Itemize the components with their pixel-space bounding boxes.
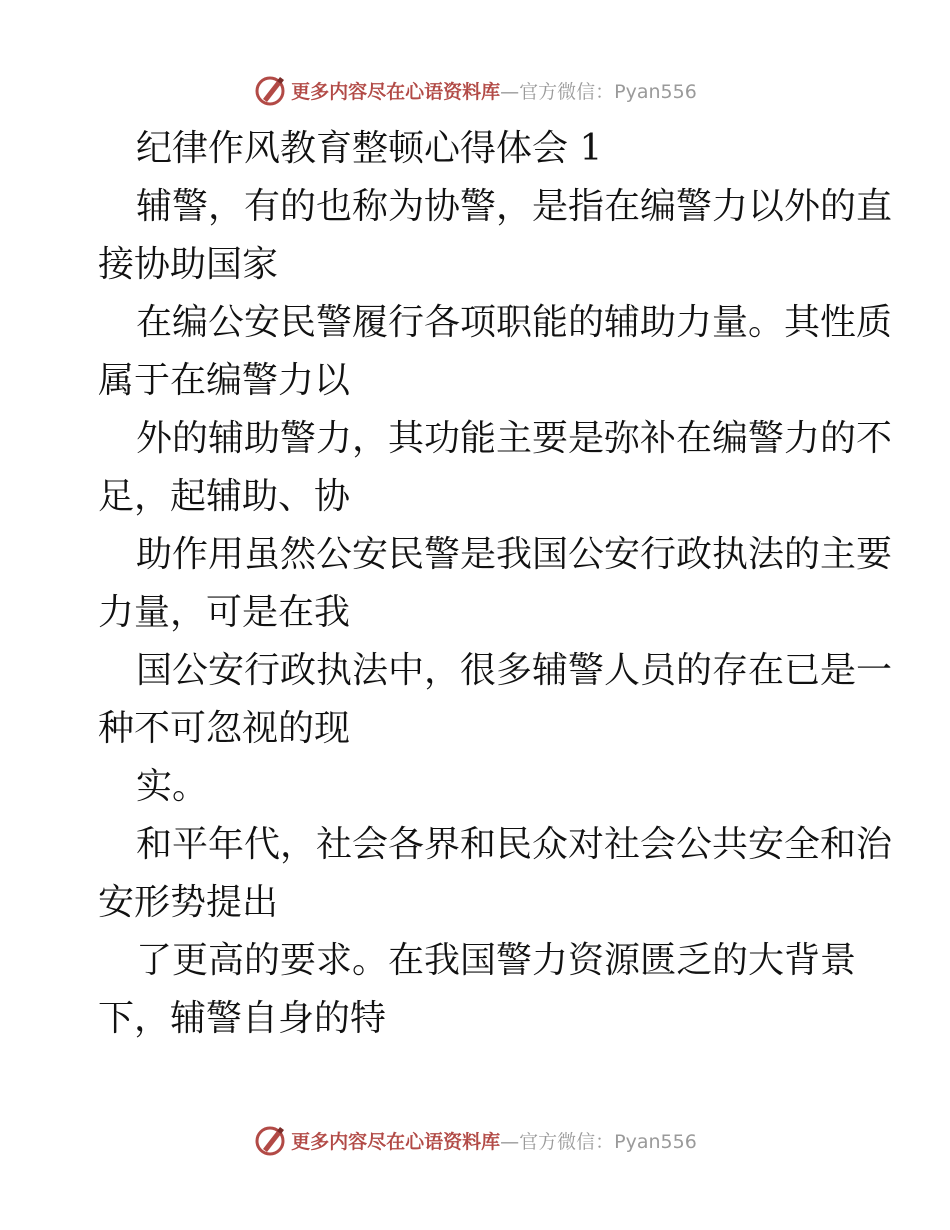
paragraph-line: 了更高的要求。在我国警力资源匮乏的大背景	[136, 940, 857, 981]
paragraph-line: 和平年代，社会各界和民众对社会公共安全和治	[136, 824, 893, 865]
watermark-red-text: 更多内容尽在心语资料库	[291, 1130, 501, 1153]
footer-watermark	[0, 1120, 950, 1160]
paragraph-line: 国公安行政执法中，很多辅警人员的存在已是一	[136, 650, 893, 691]
paragraph-line: 接协助国家	[98, 244, 279, 285]
watermark-red-text: 更多内容尽在心语资料库	[291, 80, 501, 103]
paragraph-line: 属于在编警力以	[98, 360, 351, 401]
header-watermark	[0, 70, 950, 110]
paragraph-line: 种不可忽视的现	[98, 708, 351, 749]
pen-logo-icon	[253, 1123, 287, 1157]
header-watermark-content	[253, 70, 697, 110]
paragraph-line: 助作用虽然公安民警是我国公安行政执法的主要	[136, 534, 893, 575]
watermark-grey-text: —官方微信：Pyan556	[500, 1130, 697, 1153]
paragraph-line: 辅警，有的也称为协警，是指在编警力以外的直	[136, 186, 893, 227]
paragraph-line: 力量，可是在我	[98, 592, 351, 633]
document-body	[98, 120, 893, 1048]
pen-logo-icon	[253, 73, 287, 107]
footer-watermark-content	[253, 1120, 697, 1160]
watermark-grey-text: —官方微信：Pyan556	[500, 80, 697, 103]
paragraph-line: 下，辅警自身的特	[98, 998, 387, 1039]
paragraph-line: 安形势提出	[98, 882, 279, 923]
paragraph-line: 外的辅助警力，其功能主要是弥补在编警力的不	[136, 418, 893, 459]
paragraph-line: 在编公安民警履行各项职能的辅助力量。其性质	[136, 302, 893, 343]
paragraph-line: 实。	[136, 766, 209, 807]
paragraph-line: 足，起辅助、协	[98, 476, 351, 517]
document-title: 纪律作风教育整顿心得体会 1	[136, 128, 603, 169]
